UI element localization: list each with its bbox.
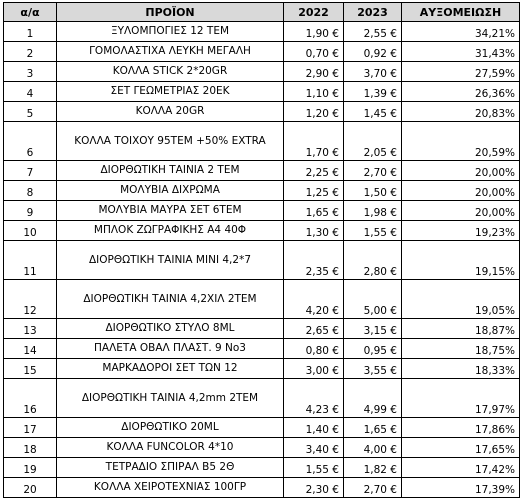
row-change: 17,86% (402, 418, 520, 438)
row-index: 11 (4, 241, 57, 280)
header-2022: 2022 (284, 3, 344, 22)
row-index: 14 (4, 339, 57, 359)
row-price-2023: 2,70 € (344, 161, 402, 181)
row-product: ΜΑΡΚΑΔΟΡΟΙ ΣΕΤ ΤΩΝ 12 (57, 359, 284, 379)
row-price-2022: 4,20 € (284, 280, 344, 319)
table-row (4, 478, 520, 498)
row-product: ΔΙΟΡΘΩΤΙΚΗ ΤΑΙΝΙΑ 4,2ΧΙΛ 2ΤΕΜ (57, 280, 284, 319)
table-row (4, 122, 520, 161)
row-price-2023: 1,50 € (344, 181, 402, 201)
row-change: 26,36% (402, 82, 520, 102)
row-price-2023: 3,70 € (344, 62, 402, 82)
price-comparison-table (3, 2, 520, 498)
row-price-2022: 1,40 € (284, 418, 344, 438)
row-price-2022: 3,00 € (284, 359, 344, 379)
row-price-2023: 1,39 € (344, 82, 402, 102)
row-price-2022: 2,65 € (284, 319, 344, 339)
row-product: ΣΕΤ ΓΕΩΜΕΤΡΙΑΣ 20ΕΚ (57, 82, 284, 102)
row-price-2023: 2,05 € (344, 122, 402, 161)
row-price-2023: 5,00 € (344, 280, 402, 319)
table-row (4, 42, 520, 62)
row-change: 17,39% (402, 478, 520, 498)
row-price-2022: 1,65 € (284, 201, 344, 221)
row-change: 20,00% (402, 181, 520, 201)
header-index: α/α (4, 3, 57, 22)
row-price-2023: 2,55 € (344, 22, 402, 42)
table-row (4, 201, 520, 221)
row-price-2023: 0,92 € (344, 42, 402, 62)
row-index: 16 (4, 379, 57, 418)
row-index: 15 (4, 359, 57, 379)
row-price-2023: 2,70 € (344, 478, 402, 498)
row-product: ΓΟΜΟΛΑΣΤΙΧΑ ΛΕΥΚΗ ΜΕΓΑΛΗ (57, 42, 284, 62)
row-product: ΚΟΛΛΑ 20GR (57, 102, 284, 122)
row-price-2022: 2,25 € (284, 161, 344, 181)
row-change: 18,87% (402, 319, 520, 339)
row-price-2023: 1,82 € (344, 458, 402, 478)
row-change: 20,59% (402, 122, 520, 161)
row-price-2022: 2,35 € (284, 241, 344, 280)
row-index: 18 (4, 438, 57, 458)
row-index: 19 (4, 458, 57, 478)
row-price-2023: 0,95 € (344, 339, 402, 359)
row-product: ΜΟΛΥΒΙΑ ΔΙΧΡΩΜΑ (57, 181, 284, 201)
row-change: 27,59% (402, 62, 520, 82)
row-index: 3 (4, 62, 57, 82)
table-row (4, 438, 520, 458)
table-row (4, 181, 520, 201)
table-row (4, 359, 520, 379)
row-index: 7 (4, 161, 57, 181)
price-table-container (3, 2, 520, 498)
row-price-2023: 3,15 € (344, 319, 402, 339)
row-change: 18,75% (402, 339, 520, 359)
row-index: 8 (4, 181, 57, 201)
row-price-2022: 0,80 € (284, 339, 344, 359)
row-index: 6 (4, 122, 57, 161)
row-product: ΤΕΤΡΑΔΙΟ ΣΠΙΡΑΛ Β5 2Θ (57, 458, 284, 478)
table-row (4, 458, 520, 478)
row-price-2022: 1,10 € (284, 82, 344, 102)
table-row (4, 339, 520, 359)
row-product: ΔΙΟΡΘΩΤΙΚΗ ΤΑΙΝΙΑ 2 ΤΕΜ (57, 161, 284, 181)
header-product: ΠΡΟΪΟΝ (57, 3, 284, 22)
row-change: 18,33% (402, 359, 520, 379)
row-change: 20,00% (402, 201, 520, 221)
row-price-2023: 1,98 € (344, 201, 402, 221)
table-row (4, 280, 520, 319)
row-index: 2 (4, 42, 57, 62)
row-index: 12 (4, 280, 57, 319)
table-row (4, 379, 520, 418)
header-change: ΑΥΞΟΜΕΙΩΣΗ (402, 3, 520, 22)
row-price-2022: 1,55 € (284, 458, 344, 478)
row-change: 17,42% (402, 458, 520, 478)
row-product: ΔΙΟΡΘΩΤΙΚΗ ΤΑΙΝΙΑ 4,2mm 2ΤΕΜ (57, 379, 284, 418)
table-row (4, 161, 520, 181)
row-product: ΔΙΟΡΘΩΤΙΚΟ 20ML (57, 418, 284, 438)
row-price-2022: 1,90 € (284, 22, 344, 42)
row-index: 20 (4, 478, 57, 498)
row-price-2023: 4,00 € (344, 438, 402, 458)
row-price-2022: 2,90 € (284, 62, 344, 82)
row-product: ΚΟΛΛΑ FUNCOLOR 4*10 (57, 438, 284, 458)
row-change: 31,43% (402, 42, 520, 62)
table-body (4, 22, 520, 498)
row-price-2023: 3,55 € (344, 359, 402, 379)
row-change: 20,83% (402, 102, 520, 122)
row-index: 17 (4, 418, 57, 438)
row-index: 9 (4, 201, 57, 221)
row-change: 19,23% (402, 221, 520, 241)
row-price-2023: 2,80 € (344, 241, 402, 280)
row-change: 17,97% (402, 379, 520, 418)
table-row (4, 82, 520, 102)
row-product: ΜΠΛΟΚ ΖΩΓΡΑΦΙΚΗΣ Α4 40Φ (57, 221, 284, 241)
table-row (4, 221, 520, 241)
row-price-2022: 1,30 € (284, 221, 344, 241)
row-index: 4 (4, 82, 57, 102)
row-product: ΞΥΛΟΜΠΟΓΙΕΣ 12 ΤΕΜ (57, 22, 284, 42)
row-change: 20,00% (402, 161, 520, 181)
row-price-2022: 4,23 € (284, 379, 344, 418)
row-product: ΔΙΟΡΘΩΤΙΚΟ ΣΤΥΛΟ 8ML (57, 319, 284, 339)
row-price-2023: 1,65 € (344, 418, 402, 438)
row-price-2023: 1,45 € (344, 102, 402, 122)
row-product: ΚΟΛΛΑ STICK 2*20GR (57, 62, 284, 82)
row-price-2023: 4,99 € (344, 379, 402, 418)
row-change: 34,21% (402, 22, 520, 42)
row-change: 19,15% (402, 241, 520, 280)
header-row (4, 3, 520, 22)
row-price-2022: 0,70 € (284, 42, 344, 62)
row-product: ΠΑΛΕΤΑ ΟΒΑΛ ΠΛΑΣΤ. 9 No3 (57, 339, 284, 359)
table-row (4, 418, 520, 438)
table-row (4, 62, 520, 82)
row-price-2022: 1,70 € (284, 122, 344, 161)
row-price-2022: 1,25 € (284, 181, 344, 201)
row-price-2022: 1,20 € (284, 102, 344, 122)
row-price-2022: 2,30 € (284, 478, 344, 498)
row-index: 13 (4, 319, 57, 339)
table-row (4, 102, 520, 122)
row-index: 10 (4, 221, 57, 241)
row-change: 19,05% (402, 280, 520, 319)
table-row (4, 241, 520, 280)
row-index: 1 (4, 22, 57, 42)
row-product: ΔΙΟΡΘΩΤΙΚΗ ΤΑΙΝΙΑ MINI 4,2*7 (57, 241, 284, 280)
table-row (4, 319, 520, 339)
table-row (4, 22, 520, 42)
row-change: 17,65% (402, 438, 520, 458)
row-product: ΚΟΛΛΑ ΤΟΙΧΟΥ 95ΤΕΜ +50% EXTRA (57, 122, 284, 161)
row-price-2023: 1,55 € (344, 221, 402, 241)
row-index: 5 (4, 102, 57, 122)
header-2023: 2023 (344, 3, 402, 22)
row-product: ΜΟΛΥΒΙΑ ΜΑΥΡΑ ΣΕΤ 6ΤΕΜ (57, 201, 284, 221)
row-price-2022: 3,40 € (284, 438, 344, 458)
row-product: ΚΟΛΛΑ ΧΕΙΡΟΤΕΧΝΙΑΣ 100ΓΡ (57, 478, 284, 498)
